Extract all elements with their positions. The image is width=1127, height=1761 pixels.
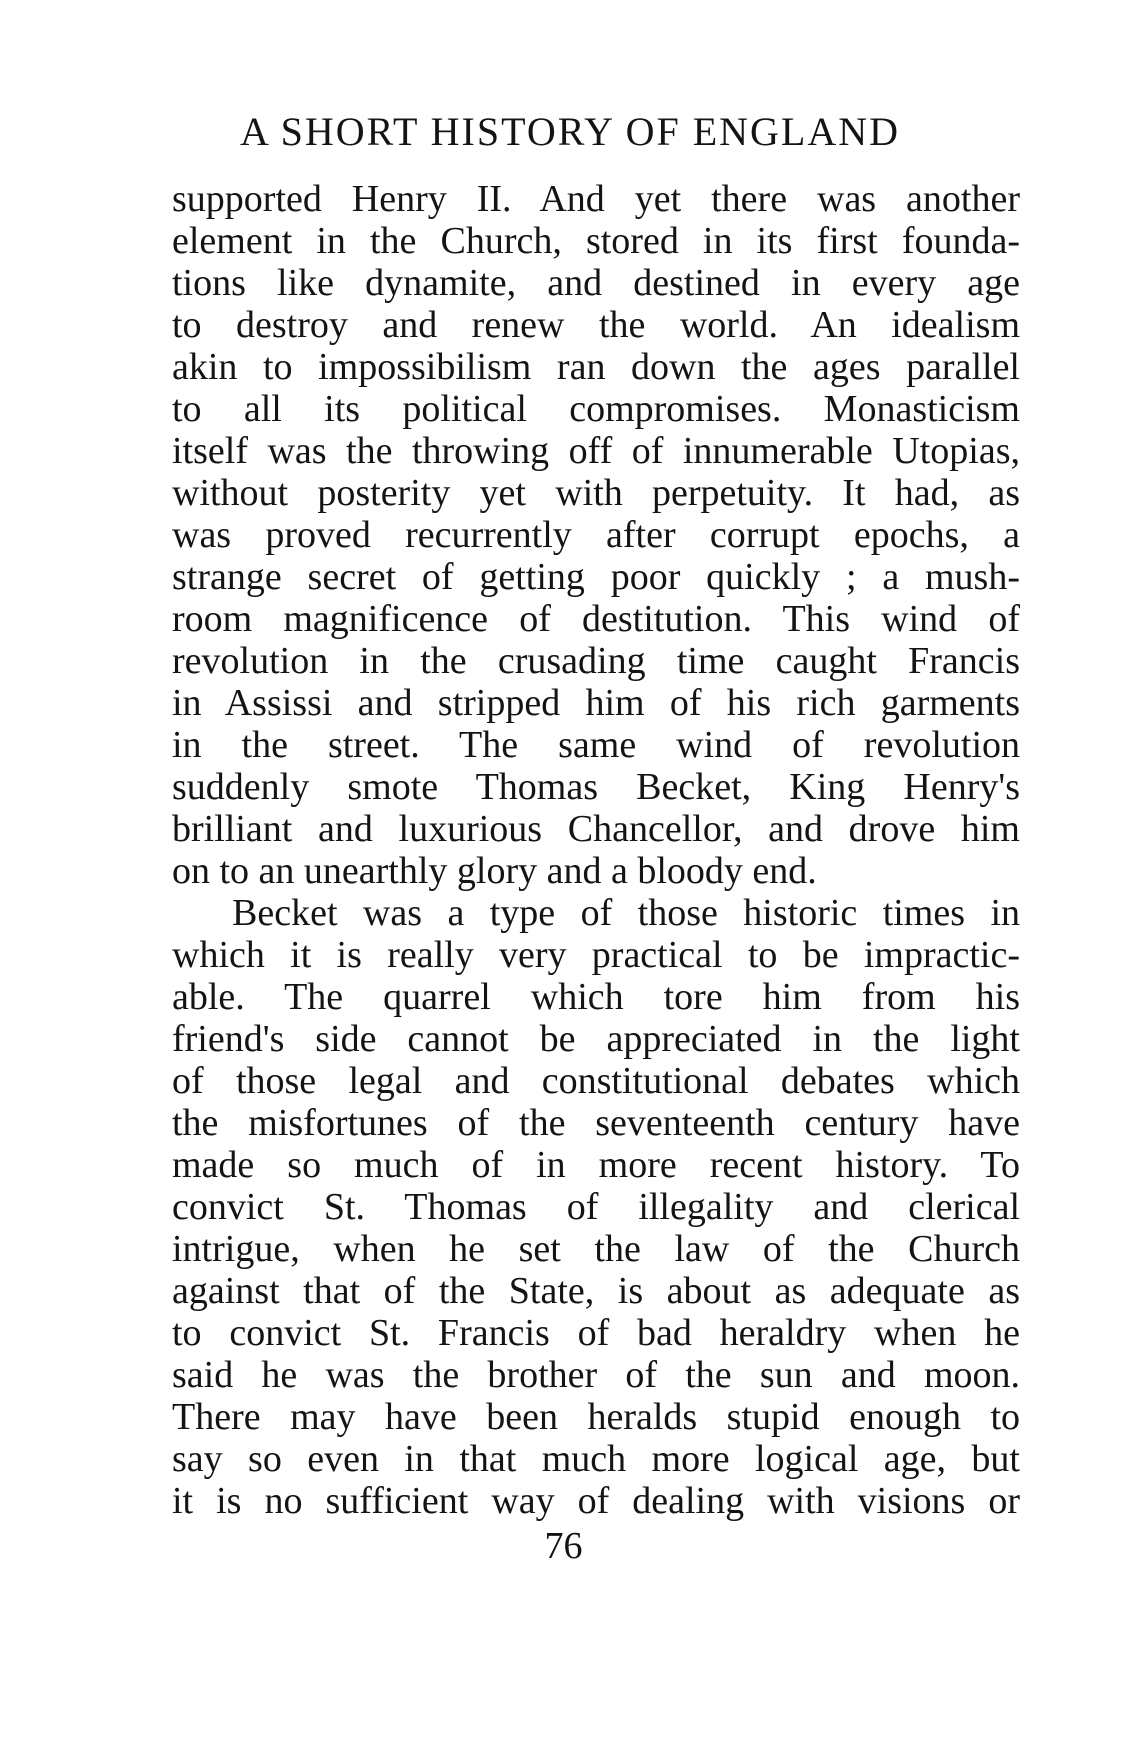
text-line: say so even in that much more logical age, but	[172, 1438, 1020, 1480]
text-line: without posterity yet with perpetuity. It had, as	[172, 472, 1020, 514]
text-line: made so much of in more recent history. To	[172, 1144, 1020, 1186]
text-line: There may have been heralds stupid enough to	[172, 1396, 1020, 1438]
text-line: brilliant and luxurious Chancellor, and drove him	[172, 808, 1020, 850]
text-line: against that of the State, is about as adequate as	[172, 1270, 1020, 1312]
text-line: the misfortunes of the seventeenth century have	[172, 1102, 1020, 1144]
text-line: intrigue, when he set the law of the Church	[172, 1228, 1020, 1270]
text-line: of those legal and constitutional debates which	[172, 1060, 1020, 1102]
text-line: able. The quarrel which tore him from his	[172, 976, 1020, 1018]
text-line: in the street. The same wind of revolution	[172, 724, 1020, 766]
text-line: was proved recurrently after corrupt epochs, a	[172, 514, 1020, 556]
text-line: it is no sufficient way of dealing with visions or	[172, 1480, 1020, 1522]
text-line: convict St. Thomas of illegality and clerical	[172, 1186, 1020, 1228]
paragraph	[172, 892, 1020, 1522]
text-line: Becket was a type of those historic times in	[232, 892, 1020, 934]
text-line: said he was the brother of the sun and moon.	[172, 1354, 1020, 1396]
text-line: room magnificence of destitution. This wind of	[172, 598, 1020, 640]
page-number: 76	[544, 1525, 583, 1567]
text-line: suddenly smote Thomas Becket, King Henry's	[172, 766, 1020, 808]
text-line: to convict St. Francis of bad heraldry when he	[172, 1312, 1020, 1354]
paragraph	[172, 178, 1020, 892]
text-line: itself was the throwing off of innumerable Utopias,	[172, 430, 1020, 472]
text-line: revolution in the crusading time caught Francis	[172, 640, 1020, 682]
text-line: strange secret of getting poor quickly ; a mush-	[172, 556, 1020, 598]
text-line: tions like dynamite, and destined in every age	[172, 262, 1020, 304]
running-head: A SHORT HISTORY OF ENGLAND	[239, 109, 901, 154]
text-line: to all its political compromises. Monasticism	[172, 388, 1020, 430]
text-line: on to an unearthly glory and a bloody end.	[172, 850, 817, 892]
text-line: supported Henry II. And yet there was another	[172, 178, 1020, 220]
text-line: which it is really very practical to be impractic-	[172, 934, 1020, 976]
text-line: to destroy and renew the world. An idealism	[172, 304, 1020, 346]
text-line: element in the Church, stored in its first founda-	[172, 220, 1020, 262]
text-line: friend's side cannot be appreciated in the light	[172, 1018, 1020, 1060]
text-line: in Assissi and stripped him of his rich garments	[172, 682, 1020, 724]
text-line: akin to impossibilism ran down the ages parallel	[172, 346, 1020, 388]
body-text	[172, 178, 1020, 1522]
